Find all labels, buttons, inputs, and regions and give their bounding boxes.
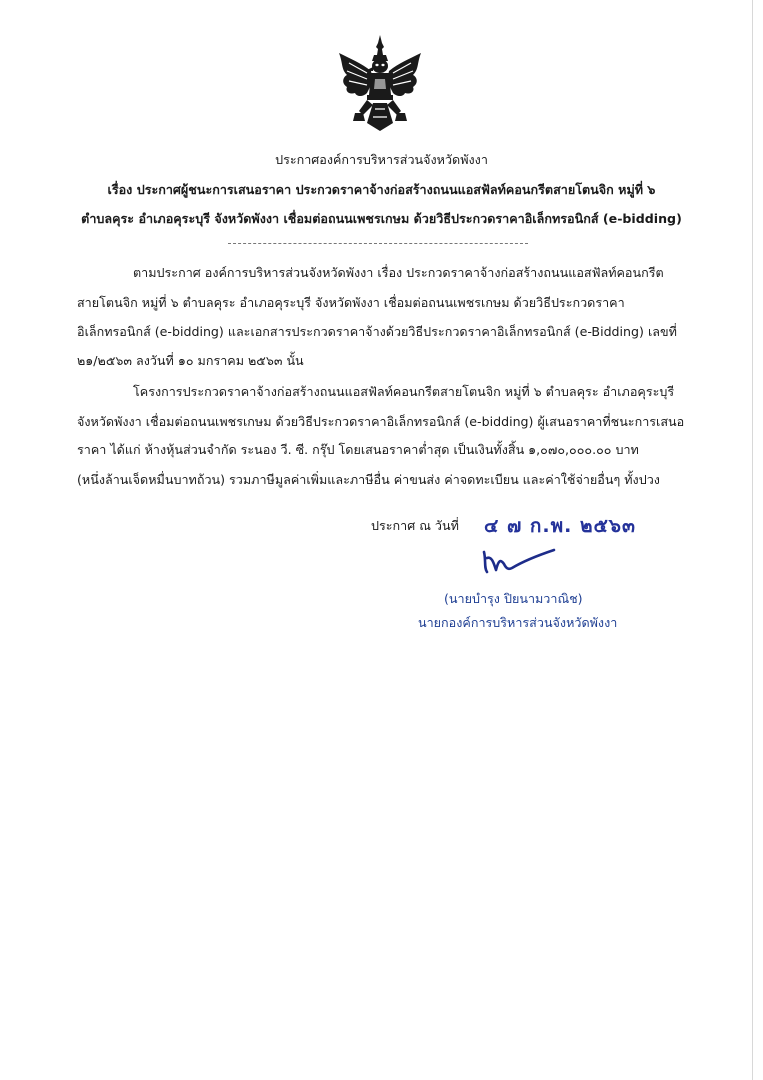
subject-line-1: เรื่อง ประกาศผู้ชนะการเสนอราคา ประกวดราคาจ้างก่อสร้างถนนแอสฟัลท์คอนกรีตสายโตนจิก หมู่ที่ ๖: [107, 182, 656, 197]
paragraph-2-line: ราคา ได้แก่ ห้างหุ้นส่วนจำกัด ระนอง วี. ซี. กรุ๊ป โดยเสนอราคาต่ำสุด เป็นเงินทั้งสิ้น ๑,๐๗๐,๐๐๐.๐๐ บาท: [77, 442, 639, 457]
announce-date-value: ๔ ๗ ก.พ. ๒๕๖๓: [484, 515, 636, 537]
paragraph-1-line: ๒๑/๒๕๖๓ ลงวันที่ ๑๐ มกราคม ๒๕๖๓ นั้น: [77, 353, 304, 368]
paragraph-1-line: ตามประกาศ องค์การบริหารส่วนจังหวัดพังงา เรื่อง ประกวดราคาจ้างก่อสร้างถนนแอสฟัลท์คอนกรีต: [133, 265, 664, 280]
paragraph-2-line: จังหวัดพังงา เชื่อมต่อถนนเพชรเกษม ด้วยวิธีประกวดราคาอิเล็กทรอนิกส์ (e-bidding) ผู้เสนอราคาที่ชนะการเสนอ: [77, 414, 685, 429]
paragraph-2-line: โครงการประกวดราคาจ้างก่อสร้างถนนแอสฟัลท์คอนกรีตสายโตนจิก หมู่ที่ ๖ ตำบลคุระ อำเภอคุระบุรี: [133, 384, 675, 399]
heading-divider: [228, 243, 528, 244]
garuda-emblem-icon: [333, 33, 427, 133]
signer-name: (นายบำรุง ปิยนามวาณิช): [444, 591, 583, 606]
subject-line-2: ตำบลคุระ อำเภอคุระบุรี จังหวัดพังงา เชื่อมต่อถนนเพชรเกษม ด้วยวิธีประกวดราคาอิเล็กทรอนิกส์ (e-bidding): [81, 211, 682, 226]
paragraph-2-line: (หนึ่งล้านเจ็ดหมื่นบาทถ้วน) รวมภาษีมูลค่าเพิ่มและภาษีอื่น ค่าขนส่ง ค่าจดทะเบียน และค่าใช้จ่ายอื่นๆ ทั้งปวง: [77, 472, 660, 487]
paragraph-1-line: อิเล็กทรอนิกส์ (e-bidding) และเอกสารประกวดราคาจ้างด้วยวิธีประกวดราคาอิเล็กทรอนิกส์ (e-Bidding) เลขที่: [77, 324, 677, 339]
signer-title: นายกองค์การบริหารส่วนจังหวัดพังงา: [418, 615, 618, 630]
announce-date-label: ประกาศ ณ วันที่: [371, 518, 459, 533]
announcement-agency-title: ประกาศองค์การบริหารส่วนจังหวัดพังงา: [275, 152, 488, 167]
signature-icon: [478, 538, 558, 578]
paragraph-1-line: สายโตนจิก หมู่ที่ ๖ ตำบลคุระ อำเภอคุระบุรี จังหวัดพังงา เชื่อมต่อถนนเพชรเกษม ด้วยวิธีประกวดราคา: [77, 295, 625, 310]
